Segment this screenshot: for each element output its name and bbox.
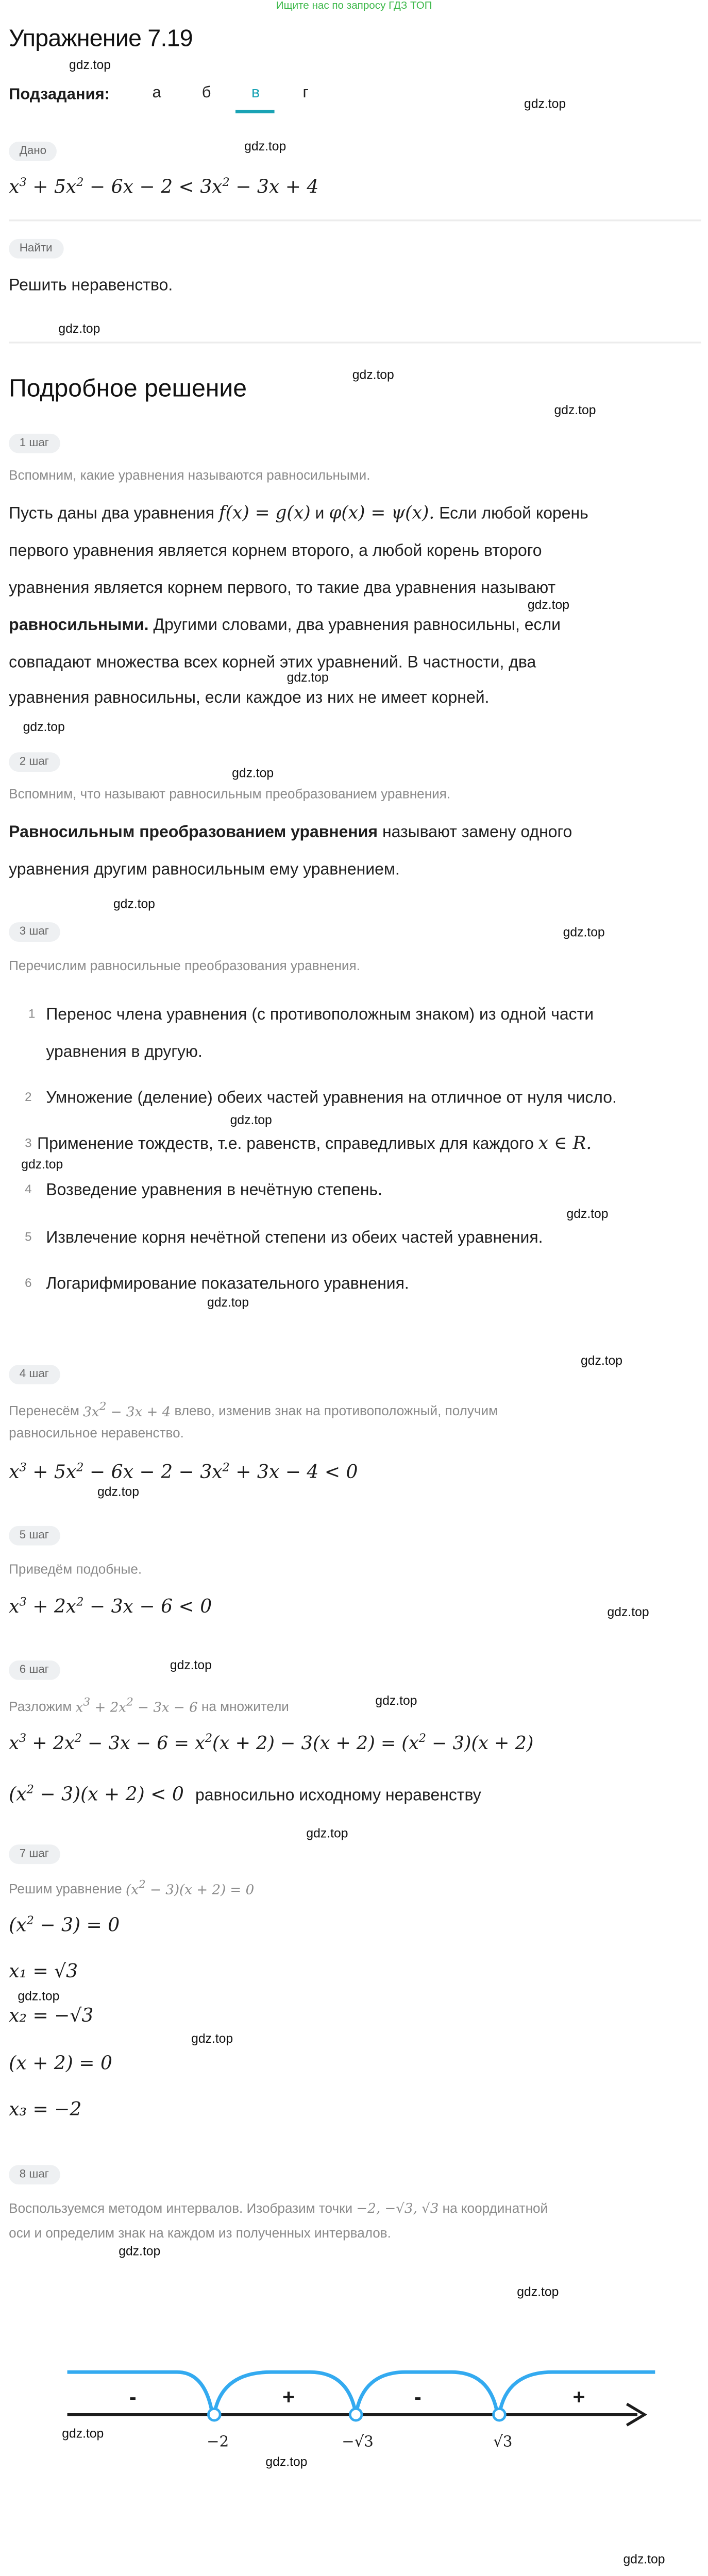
step8-note-a: Воспользуемся методом интервалов. Изобразим точки xyxy=(9,2200,353,2216)
watermark: gdz.top xyxy=(517,2283,559,2300)
top-banner[interactable]: Ищите нас по запросу ГДЗ ТОП xyxy=(276,2,432,13)
step4-note-c: равносильное неравенство. xyxy=(9,1425,184,1441)
list-item-2: Умножение (деление) обеих частей уравнения на отличное от нуля число. xyxy=(46,1089,617,1107)
step2-line1 xyxy=(9,815,572,851)
step3-note: Перечислим равносильные преобразования уравнения. xyxy=(9,957,360,974)
watermark: gdz.top xyxy=(623,2551,665,2567)
watermark: gdz.top xyxy=(244,138,286,154)
step6-note-b: на множители xyxy=(201,1698,289,1715)
step7-root1: x₁ = √3 xyxy=(9,1961,78,1983)
list-number: 5 xyxy=(25,1232,32,1245)
list-item-5: Извлечение корня нечётной степени из обеих частей уравнения. xyxy=(46,1228,543,1246)
step8-note-math: −2, −√3, √3 xyxy=(356,2200,439,2216)
tick-label-minus-2: −2 xyxy=(207,2432,229,2450)
step6-note xyxy=(9,1696,289,1715)
step6-note-a: Разложим xyxy=(9,1698,72,1715)
list-number: 1 xyxy=(28,1009,36,1022)
watermark: gdz.top xyxy=(563,924,605,940)
step1-note: Вспомним, какие уравнения называются равносильными. xyxy=(9,467,370,484)
step1-line5: совпадают множества всех корней этих уравнений. В частности, два xyxy=(9,653,536,671)
subtask-tab-v[interactable]: в xyxy=(251,83,260,101)
step1-bold-term: равносильными. xyxy=(9,616,149,634)
watermark: gdz.top xyxy=(170,1657,212,1673)
step1-math-phi: φ(x) = ψ(x). xyxy=(329,504,435,524)
sign-1: - xyxy=(129,2385,137,2409)
list-item-6: Логарифмирование показательного уравнения. xyxy=(46,1274,409,1293)
sign-3: - xyxy=(414,2385,422,2409)
watermark: gdz.top xyxy=(581,1352,623,1369)
find-pill: Найти xyxy=(9,239,63,259)
watermark: gdz.top xyxy=(58,320,100,336)
watermark: gdz.top xyxy=(527,596,569,613)
step5-inequality: $x^3 + 2x^2 - 3x - 6 < 0$ xyxy=(9,1595,212,1618)
sign-arc-1 xyxy=(68,2372,213,2414)
step5-note: Приведём подобные. xyxy=(9,1561,142,1578)
step6-inequality-row xyxy=(9,1777,481,1814)
step7-eq1: $(x^2 - 3) = 0$ xyxy=(9,1913,120,1937)
watermark: gdz.top xyxy=(119,2243,161,2259)
tick-label-minus-sqrt3: −√3 xyxy=(342,2432,374,2450)
step4-note-math: $3x^2 - 3x + 4$ xyxy=(83,1400,171,1419)
point-minus-2 xyxy=(208,2409,220,2420)
given-inequality: $x^3 + 5x^2 - 6x - 2 < 3x^2 - 3x + 4$ xyxy=(9,175,319,198)
active-tab-indicator xyxy=(235,110,275,112)
step7-root2: x₂ = −√3 xyxy=(9,2005,94,2027)
step8-result-row xyxy=(9,2572,394,2576)
step3-pill: 3 шаг xyxy=(9,922,59,942)
step2-line2: уравнения другим равносильным ему уравнением. xyxy=(9,860,400,878)
list-item-3 xyxy=(37,1126,592,1164)
solution-title: Подробное решение xyxy=(9,373,247,402)
list-item-3-math: x ∈ R. xyxy=(538,1134,592,1155)
step1-l1b: Если любой корень xyxy=(439,504,588,522)
point-minus-sqrt3 xyxy=(350,2409,362,2420)
step1-l4: Другими словами, два уравнения равносильны, если xyxy=(153,616,561,634)
find-text: Решить неравенство. xyxy=(9,276,173,294)
subtask-tab-a[interactable]: а xyxy=(152,83,161,101)
step4-pill: 4 шаг xyxy=(9,1365,59,1384)
step8-note-b: на координатной xyxy=(442,2200,548,2216)
tick-label-sqrt3: √3 xyxy=(493,2432,513,2450)
list-number: 6 xyxy=(25,1278,32,1291)
step6-note-math: $x^3 + 2x^2 - 3x - 6$ xyxy=(75,1696,198,1715)
step2-pill: 2 шаг xyxy=(9,752,59,772)
watermark: gdz.top xyxy=(306,1825,348,1841)
step1-pill: 1 шаг xyxy=(9,434,59,453)
subtask-tab-b[interactable]: б xyxy=(201,83,211,101)
step4-inequality: $x^3 + 5x^2 - 6x - 2 - 3x^2 + 3x - 4 < 0$ xyxy=(9,1460,358,1484)
watermark: gdz.top xyxy=(23,719,65,735)
watermark: gdz.top xyxy=(207,1294,249,1310)
step2-bold-term: Равносильным преобразованием уравнения xyxy=(9,823,378,841)
watermark: gdz.top xyxy=(232,765,274,781)
step2-l1: называют замену одного xyxy=(382,823,572,841)
sign-4: + xyxy=(572,2385,585,2409)
watermark: gdz.top xyxy=(286,669,329,685)
watermark: gdz.top xyxy=(113,895,155,912)
step7-note xyxy=(9,1878,254,1897)
watermark: gdz.top xyxy=(18,1988,60,2004)
list-item-1: Перенос члена уравнения (с противоположным знаком) из одной части xyxy=(46,1005,594,1024)
watermark: gdz.top xyxy=(554,401,596,418)
step6-inequality: $(x^2 - 3)(x + 2) < 0$ xyxy=(9,1783,184,1806)
watermark: gdz.top xyxy=(21,1156,63,1172)
step6-pill: 6 шаг xyxy=(9,1660,59,1680)
list-item-4: Возведение уравнения в нечётную степень. xyxy=(46,1180,383,1199)
list-item-1-cont: уравнения в другую. xyxy=(46,1042,203,1061)
step8-pill: 8 шаг xyxy=(9,2165,59,2184)
watermark: gdz.top xyxy=(265,2453,308,2470)
sign-2: + xyxy=(282,2385,295,2409)
watermark: gdz.top xyxy=(69,56,111,73)
step6-equivalence-text: равносильно исходному неравенству xyxy=(195,1786,481,1804)
step1-line6: уравнения равносильны, если каждое из них не имеет корней. xyxy=(9,688,490,706)
watermark: gdz.top xyxy=(524,95,566,112)
watermark: gdz.top xyxy=(191,2030,233,2047)
step7-note-math: $(x^2 - 3)(x + 2) = 0$ xyxy=(126,1878,255,1897)
step6-factorization: $x^3 + 2x^2 - 3x - 6 = x^2(x + 2) - 3(x + 2) = (x^2 - 3)(x + 2)$ xyxy=(9,1731,534,1755)
watermark: gdz.top xyxy=(352,366,394,383)
step1-line3: уравнения является корнем первого, то такие два уравнения называют xyxy=(9,579,556,597)
sign-arc-3 xyxy=(356,2372,498,2414)
step1-and: и xyxy=(315,504,325,522)
list-number: 2 xyxy=(25,1092,32,1105)
watermark: gdz.top xyxy=(62,2425,104,2442)
step7-eq2: (x + 2) = 0 xyxy=(9,2053,112,2075)
list-item-3-text: Применение тождеств, т.е. равенств, справедливых для каждого xyxy=(37,1134,534,1153)
divider xyxy=(9,219,701,221)
step7-root3: x₃ = −2 xyxy=(9,2099,82,2121)
step1-line2: первого уравнения является корнем второго, а любой корень второго xyxy=(9,541,542,560)
subtask-tab-g[interactable]: г xyxy=(302,83,309,101)
step7-note-a: Решим уравнение xyxy=(9,1880,122,1897)
point-sqrt3 xyxy=(494,2409,505,2420)
step4-note-a: Перенесём xyxy=(9,1403,79,1419)
step1-l1a: Пусть даны два уравнения xyxy=(9,504,214,522)
step2-note: Вспомним, что называют равносильным преобразованием уравнения. xyxy=(9,786,451,802)
divider xyxy=(9,342,701,343)
step1-line1 xyxy=(9,496,588,534)
step8-note-c: оси и определим знак на каждом из полученных интервалов. xyxy=(9,2225,391,2241)
watermark: gdz.top xyxy=(566,1205,609,1222)
watermark: gdz.top xyxy=(375,1692,417,1708)
list-number: 3 xyxy=(25,1138,32,1151)
step1-line4 xyxy=(9,607,561,643)
step1-math-f: f(x) = g(x) xyxy=(218,504,311,524)
step5-pill: 5 шаг xyxy=(9,1526,59,1546)
step8-note xyxy=(9,2200,548,2216)
subtasks-label: Подзадания: xyxy=(9,84,110,103)
step4-note xyxy=(9,1400,498,1419)
step4-note-b: влево, изменив знак на противоположный, получим xyxy=(174,1403,498,1419)
watermark: gdz.top xyxy=(97,1483,139,1500)
number-line-diagram xyxy=(53,2346,664,2479)
watermark: gdz.top xyxy=(230,1111,272,1128)
list-number: 4 xyxy=(25,1184,32,1197)
page-title: Упражнение 7.19 xyxy=(9,25,193,52)
given-pill: Дано xyxy=(9,142,57,161)
step7-pill: 7 шаг xyxy=(9,1844,59,1864)
watermark: gdz.top xyxy=(607,1604,649,1620)
